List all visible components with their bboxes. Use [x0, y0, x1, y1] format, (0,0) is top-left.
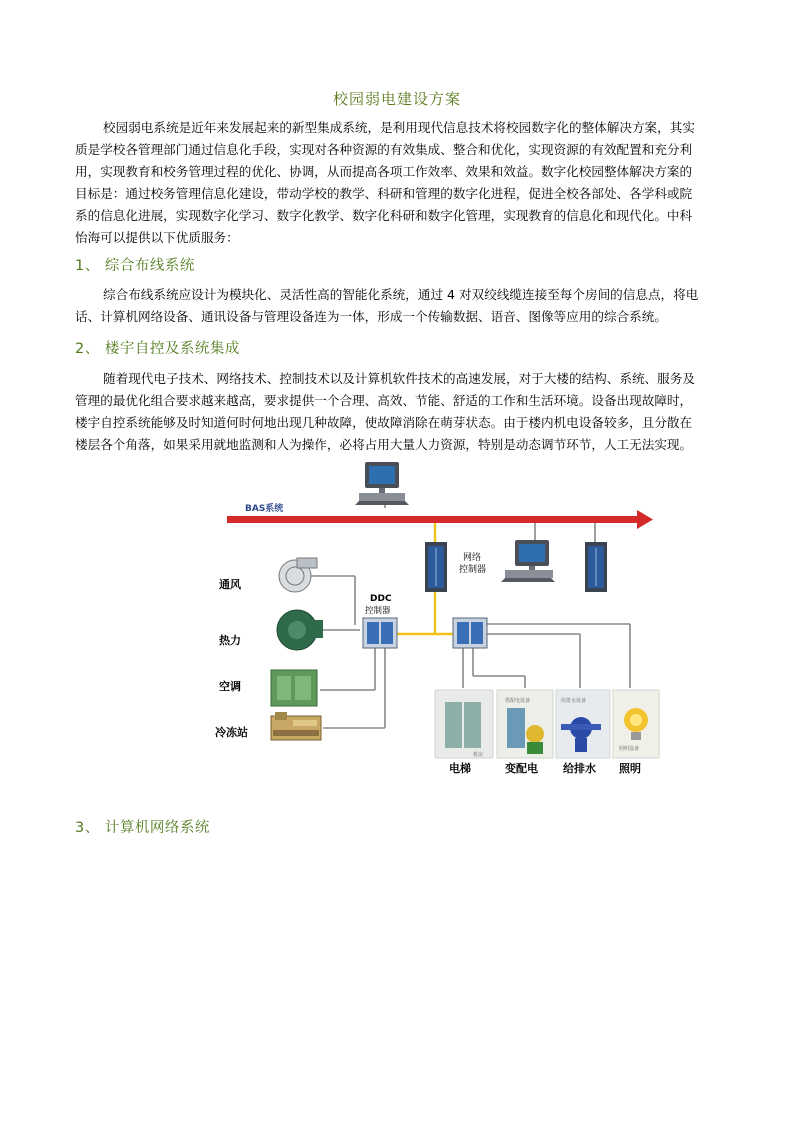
text-line: 用，实现教育和校务管理过程的优化、协调，从而提高各项工作效率、效果和效益。数字化校园整体解决方案的	[75, 164, 693, 179]
bas-bus-label: BAS系统	[245, 504, 284, 514]
text-line: 综合布线系统应设计为模块化、灵活性高的智能化系统，通过 4 对双绞线缆连接至每个房间的信息点，将电	[103, 287, 699, 302]
boiler-icon	[277, 610, 323, 650]
ddc-sub-label: 控制器	[365, 606, 391, 616]
chiller-icon	[271, 712, 321, 740]
label-elevator: 电梯	[449, 762, 471, 775]
ddc-controller-right	[453, 618, 487, 648]
air-conditioner-icon	[271, 670, 317, 706]
workstation-middle	[501, 540, 555, 582]
section-heading-cabling: 1、 综合布线系统	[75, 258, 195, 274]
server-cabinet	[585, 542, 607, 592]
text-line: 楼宇自控系统能够及时知道何时何地出现几种故障，使故障消除在萌芽状态。由于楼内机电设备较多，且分散在	[75, 415, 693, 430]
label-heating: 热力	[219, 634, 241, 647]
ddc-label: DDC	[370, 594, 392, 604]
label-chiller-station: 冷冻站	[215, 726, 248, 739]
elevator-card	[435, 690, 493, 758]
bas-bus	[227, 510, 653, 529]
text-line: 质是学校各管理部门通过信息化手段，实现对各种资源的有效集成、整合和优化，实现资源的有效配置和充分利	[75, 142, 693, 157]
text-line: 楼层各个角落，如果采用就地监测和人为操作，必将占用大量人力资源，特别是动态调节环节，人工无法实现。	[75, 437, 693, 452]
text-line: 话、计算机网络设备、通讯设备与管理设备连为一体，形成一个传输数据、语音、图像等应用的综合系统。	[75, 309, 667, 324]
cabling-paragraph	[75, 284, 758, 328]
label-power-distribution: 变配电	[505, 762, 538, 775]
network-controller-cabinet	[425, 542, 447, 592]
power-distribution-card	[497, 690, 553, 758]
section-heading-building-automation: 2、 楼宇自控及系统集成	[75, 341, 240, 357]
ddc-controller-left	[363, 618, 397, 648]
building-automation-paragraph	[75, 368, 758, 456]
text-line: 校园弱电系统是近年来发展起来的新型集成系统，是利用现代信息技术将校园数字化的整体解决方案，其实	[103, 120, 695, 135]
text-line: 目标是：通过校务管理信息化建设，带动学校的教学、科研和管理的数字化进程，促进全校各部处、各学科或院	[75, 186, 693, 201]
label-water-supply: 给排水	[563, 762, 596, 775]
text-line: 随着现代电子技术、网络技术、控制技术以及计算机软件技术的高速发展，对于大楼的结构、系统、服务及	[103, 371, 695, 386]
label-ventilation: 通风	[219, 578, 241, 591]
text-line: 管理的最优化组合要求越来越高，要求提供一个合理、高效、节能、舒适的工作和生活环境。设备出现故障时，	[75, 393, 693, 408]
label-air-conditioning: 空调	[219, 680, 241, 693]
power-card-label: 供配电设备	[505, 698, 531, 704]
water-supply-card	[556, 690, 610, 758]
network-controller-label-2: 控制器	[459, 565, 487, 575]
network-controller-label-1: 网络	[463, 553, 482, 563]
section-heading-network: 3、 计算机网络系统	[75, 820, 210, 836]
text-line: 系的信息化进展，实现数字化学习、数字化教学、数字化科研和数字化管理，实现教育的信息化和现代化。中科	[75, 208, 693, 223]
label-lighting: 照明	[619, 762, 641, 775]
fan-icon	[279, 558, 317, 592]
text-line: 怡海可以提供以下优质服务：	[75, 230, 239, 245]
document-title: 校园弱电建设方案	[332, 90, 461, 108]
lighting-card-label: 照明设备	[619, 746, 640, 752]
intro-paragraph	[75, 117, 758, 249]
elevator-card-label: 机房	[473, 752, 484, 758]
bas-system-diagram	[205, 458, 660, 778]
lighting-card	[613, 690, 659, 758]
workstation-top	[355, 462, 409, 505]
water-card-label: 给排水设备	[561, 698, 587, 704]
